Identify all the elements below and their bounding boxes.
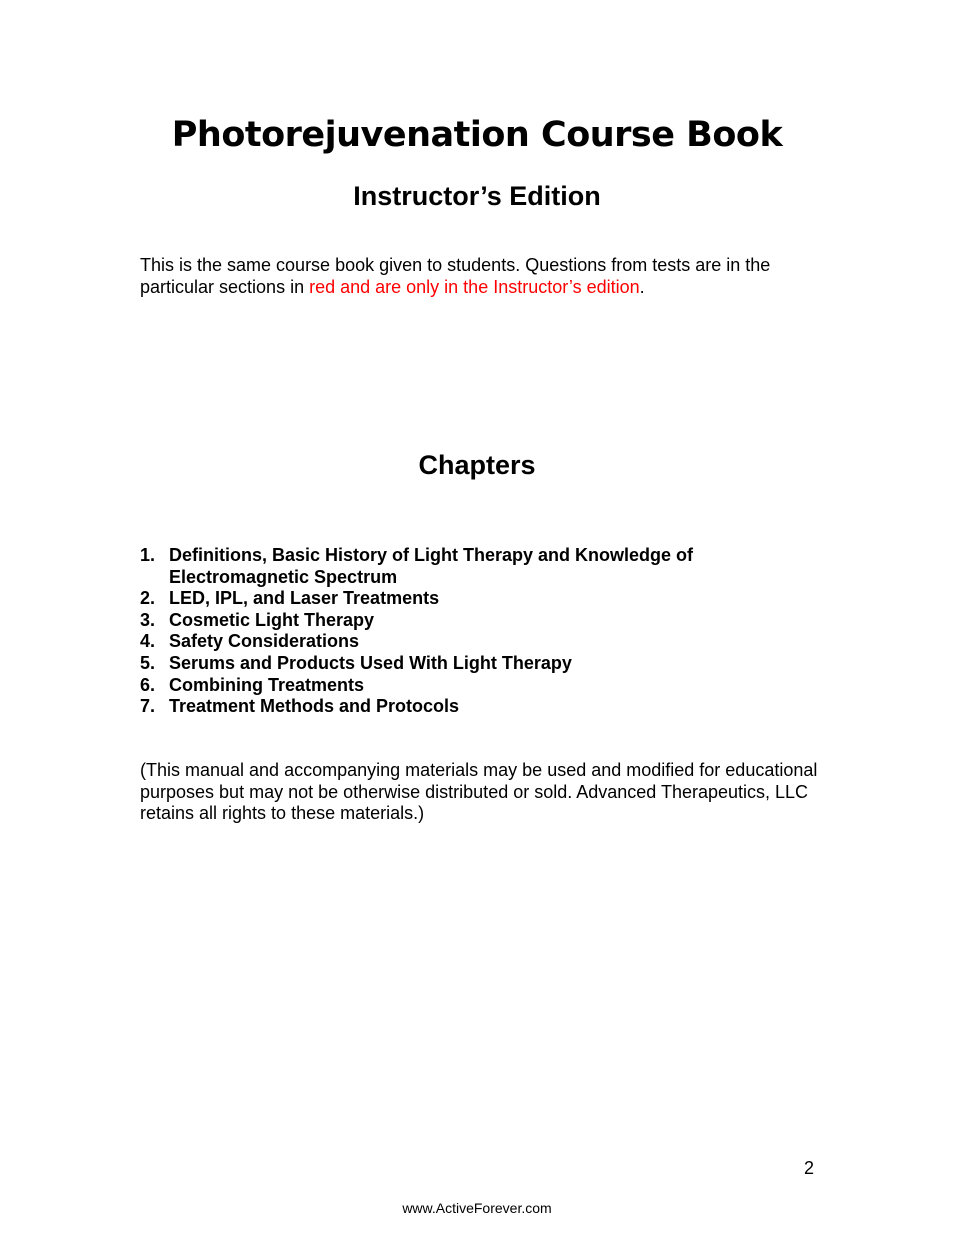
chapter-label: Treatment Methods and Protocols: [169, 696, 460, 717]
chapter-number: 2.: [140, 588, 156, 609]
chapter-item: [140, 675, 820, 697]
chapter-item: [140, 696, 820, 718]
document-subtitle: Instructor’s Edition: [353, 181, 601, 211]
intro-red-text: red and are only in the Instructor’s edition: [309, 276, 640, 297]
footer-url: www.ActiveForever.com: [402, 1200, 552, 1216]
chapter-number: 4.: [140, 631, 156, 652]
chapter-item: [140, 545, 820, 588]
intro-text-end: .: [639, 276, 645, 297]
chapter-label: Definitions, Basic History of Light Therapy and Knowledge of Electromagnetic Spectrum: [169, 545, 694, 587]
chapter-number: 7.: [140, 696, 156, 717]
chapter-label: Serums and Products Used With Light Therapy: [169, 652, 572, 673]
chapter-number: 5.: [140, 652, 156, 673]
chapter-number: 6.: [140, 674, 156, 695]
chapter-item: [140, 610, 820, 632]
intro-paragraph: [140, 255, 820, 298]
chapter-item: [140, 588, 820, 610]
chapter-label: Safety Considerations: [169, 631, 360, 652]
page-number: 2: [803, 1158, 814, 1178]
chapter-label: Combining Treatments: [169, 674, 365, 695]
chapter-number: 1.: [140, 545, 156, 565]
chapter-label: Cosmetic Light Therapy: [169, 609, 375, 630]
document-title: Photorejuvenation Course Book: [171, 115, 783, 155]
chapter-item: [140, 653, 820, 675]
rights-notice: (This manual and accompanying materials may be used and modified for educational purposes but may not be otherwise distributed or sold. Advanced Therapeutics, LLC retains all rights to these materials.): [140, 760, 818, 824]
chapter-label: LED, IPL, and Laser Treatments: [169, 588, 440, 609]
intro-text: This is the same course book given to students. Questions from tests are in the particular sections in: [140, 255, 771, 297]
chapter-number: 3.: [140, 609, 156, 630]
chapter-item: [140, 631, 820, 653]
chapter-list: [140, 545, 820, 718]
chapters-heading: Chapters: [418, 450, 536, 480]
